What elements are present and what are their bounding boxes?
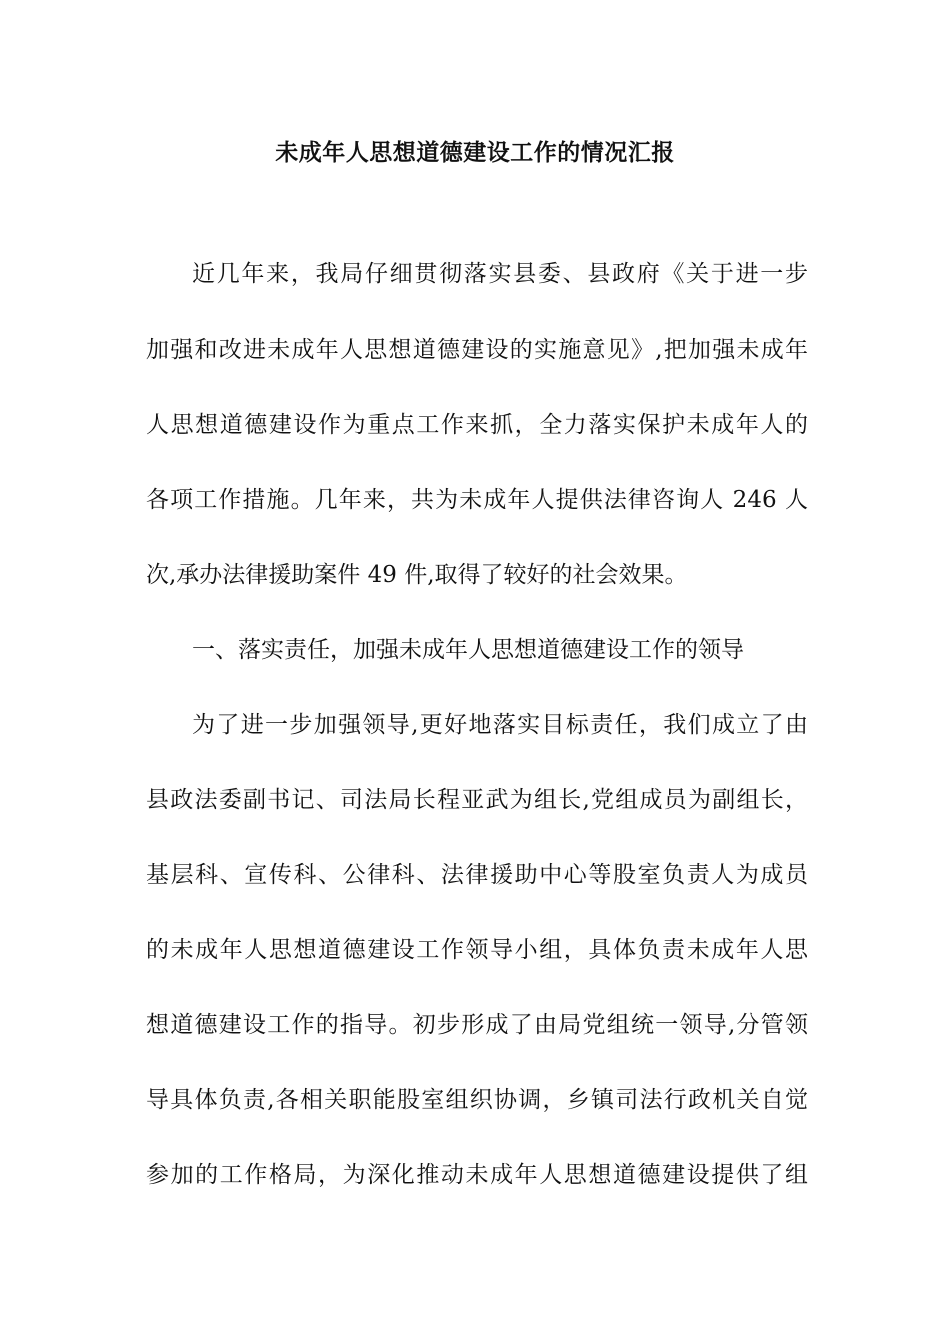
paragraph-line: 次,承办法律援助案件 49 件,取得了较好的社会效果。	[146, 562, 688, 588]
paragraph-line: 人思想道德建设作为重点工作来抓，全力落实保护未成年人的	[146, 412, 808, 438]
paragraph-line: 各项工作措施。几年来，共为未成年人提供法律咨询人 246 人	[146, 487, 808, 513]
paragraph-line: 参加的工作格局，为深化推动未成年人思想道德建设提供了组	[146, 1162, 808, 1188]
paragraph-line: 近几年来，我局仔细贯彻落实县委、县政府《关于进一步	[192, 261, 808, 287]
paragraph-line: 导具体负责,各相关职能股室组织协调，乡镇司法行政机关自觉	[146, 1087, 808, 1113]
paragraph-line: 为了进一步加强领导,更好地落实目标责任，我们成立了由	[192, 712, 808, 738]
paragraph-line: 的未成年人思想道德建设工作领导小组，具体负责未成年人思	[146, 937, 808, 963]
document-title: 未成年人思想道德建设工作的情况汇报	[275, 139, 675, 166]
paragraph-line: 基层科、宣传科、公律科、法律援助中心等股室负责人为成员	[146, 862, 808, 888]
paragraph-line: 想道德建设工作的指导。初步形成了由局党组统一领导,分管领	[146, 1012, 808, 1038]
paragraph-line: 加强和改进未成年人思想道德建设的实施意见》,把加强未成年	[146, 337, 808, 363]
paragraph-line: 县政法委副书记、司法局长程亚武为组长,党组成员为副组长，	[146, 787, 808, 813]
section-heading: 一、落实责任，加强未成年人思想道德建设工作的领导	[192, 637, 744, 663]
